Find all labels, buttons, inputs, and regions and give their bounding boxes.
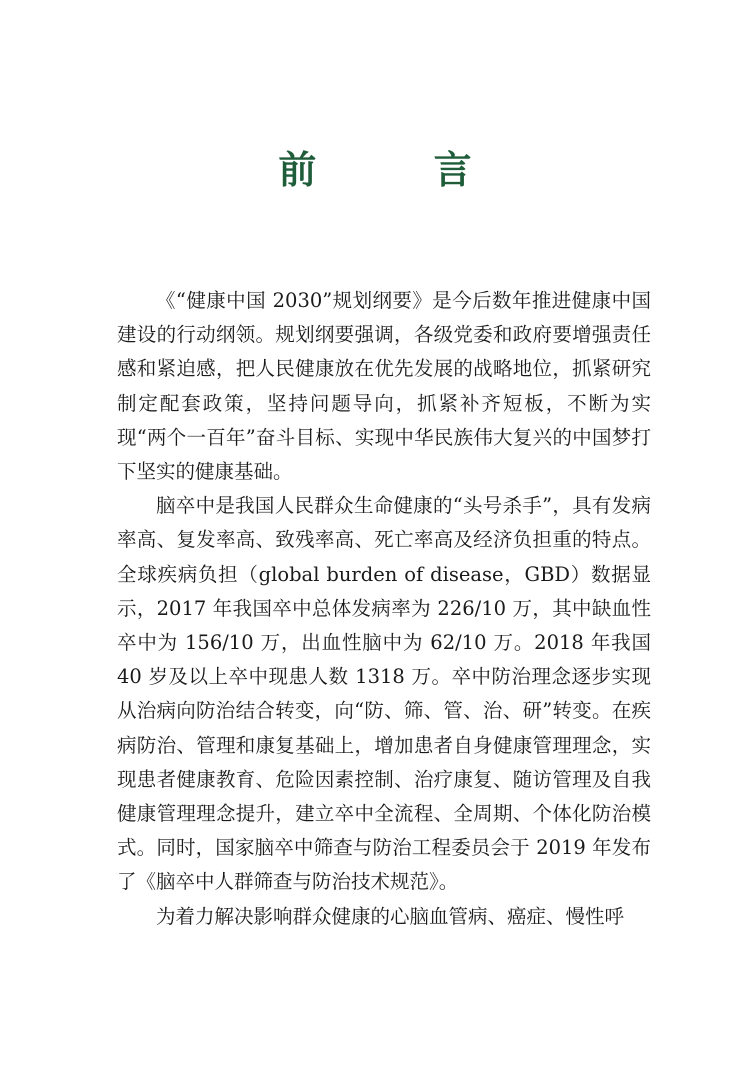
paragraph-1: 《“健康中国 2030”规划纲要》是今后数年推进健康中国建设的行动纲领。规划纲要强调，各级党委和政府要增强责任感和紧迫感，把人民健康放在优先发展的战略地位，抓紧研究制定配套政策，坚持问题导向，抓紧补齐短板，不断为实现“两个一百年”奋斗目标、实现中华民族伟大复兴的中国梦打下坚实的健康基础。 (117, 289, 651, 484)
page-title: 前 言 (278, 147, 524, 192)
body-text (117, 284, 651, 934)
paragraph-2: 脑卒中是我国人民群众生命健康的“头号杀手”，具有发病率高、复发率高、致残率高、死亡率高及经济负担重的特点。全球疾病负担（global burden of disease，GBD）数据显示，2017 年我国卒中总体发病率为 226/10 万，其中缺血性卒中为 156/10 万，出血性脑中为 62/10 万。2018 年我国 40 岁及以上卒中现患人数 1318 万。卒中防治理念逐步实现从治病向防治结合转变，向“防、筛、管、治、研”转变。在疾病防治、管理和康复基础上，增加患者自身健康管理理念，实现患者健康教育、危险因素控制、治疗康复、随访管理及自我健康管理理念提升，建立卒中全流程、全周期、个体化防治模式。同时，国家脑卒中筛查与防治工程委员会于 2019 年发布了《脑卒中人群筛查与防治技术规范》。 (117, 494, 651, 894)
paragraph-3: 为着力解决影响群众健康的心脑血管病、癌症、慢性呼 (156, 904, 625, 928)
